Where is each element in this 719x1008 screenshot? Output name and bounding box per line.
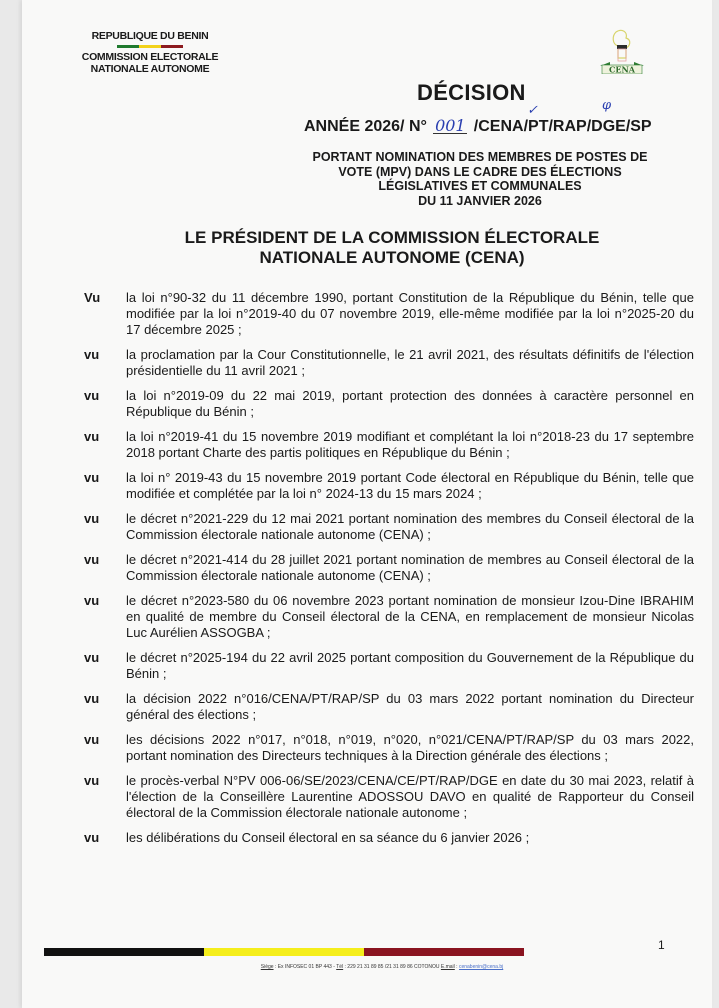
- tel-label: Tél: [336, 964, 344, 970]
- visa-text: le procès-verbal N°PV 006-06/SE/2023/CENA/CE/PT/RAP/DGE en date du 30 mai 2023, relatif à l'élection de la Conseillère Laurentine ADOSSOU DAVO en qualité de Rapporteur du Conseil électoral de la Commission électorale nationale autonome ;: [126, 773, 694, 820]
- institution-line-2: NATIONALE AUTONOME: [90, 63, 210, 75]
- subject-line: PORTANT NOMINATION DES MEMBRES DE POSTES DE: [312, 150, 648, 164]
- visa-label: vu: [84, 650, 100, 665]
- visa-item: [84, 691, 694, 723]
- document-page: [22, 0, 712, 1008]
- seat-text: : Ex INFOSEC 01 BP 443 -: [274, 964, 335, 970]
- decision-number-prefix: ANNÉE 2026/ N°: [304, 118, 427, 135]
- visa-label: vu: [84, 691, 100, 706]
- visa-item: [84, 830, 694, 846]
- cena-logo-icon: [592, 28, 652, 74]
- visa-list: [84, 290, 694, 855]
- president-line-2: NATIONALE AUTONOME (CENA): [259, 248, 525, 267]
- visa-item: [84, 429, 694, 461]
- svg-text:CENA: CENA: [609, 64, 635, 74]
- visa-item: [84, 347, 694, 379]
- seat-label: Siège: [260, 964, 274, 970]
- visa-text: la loi n°90-32 du 11 décembre 1990, portant Constitution de la République du Bénin, telle que modifiée par la loi n°2019-40 du 07 novembre 2019, elle-même modifiée par la loi n°2025-20 du 17 décembre 2025 ;: [126, 290, 694, 337]
- visa-label: vu: [84, 388, 100, 403]
- decision-subject: [280, 150, 680, 208]
- flag-green: [117, 45, 139, 48]
- visa-text: les décisions 2022 n°017, n°018, n°019, n°020, n°021/CENA/PT/RAP/SP du 03 mars 2022, portant nomination des Directeurs techniques à la Direction générale des élections ;: [126, 732, 694, 763]
- page-number: 1: [658, 938, 665, 952]
- visa-label: vu: [84, 470, 100, 485]
- visa-text: la décision 2022 n°016/CENA/PT/RAP/SP du 03 mars 2022 portant nomination du Directeur général des élections ;: [126, 691, 694, 722]
- visa-text: le décret n°2021-414 du 28 juillet 2021 portant nomination de membres au Conseil électoral de la Commission électorale nationale autonome (CENA) ;: [126, 552, 694, 583]
- tel-text: : 229 21 31 89 85 /21 31 89 86 COTONOU: [344, 964, 440, 970]
- visa-label: vu: [84, 830, 100, 845]
- visa-item: [84, 511, 694, 543]
- president-heading: [162, 228, 622, 268]
- visa-text: la loi n° 2019-43 du 15 novembre 2019 portant Code électoral en République du Bénin, telle que modifiée et complétée par la loi n° 2024-13 du 15 mars 2024 ;: [126, 470, 694, 501]
- visa-label: vu: [84, 429, 100, 444]
- institution-header: [70, 30, 230, 75]
- footer-bar-yellow: [204, 948, 364, 956]
- visa-item: [84, 593, 694, 641]
- handwritten-initial-1: ✓: [527, 103, 538, 118]
- visa-label: vu: [84, 732, 100, 747]
- visa-label: vu: [84, 511, 100, 526]
- visa-text: la proclamation par la Cour Constitutionnelle, le 21 avril 2021, des résultats définitifs de l'élection présidentielle du 11 avril 2021 ;: [126, 347, 694, 378]
- visa-label: vu: [84, 552, 100, 567]
- email-link[interactable]: cenabenin@cena.bj: [458, 964, 504, 970]
- country-name: REPUBLIQUE DU BENIN: [91, 30, 209, 42]
- footer-bar-red: [364, 948, 524, 956]
- visa-item: [84, 650, 694, 682]
- visa-item: [84, 732, 694, 764]
- president-line-1: LE PRÉSIDENT DE LA COMMISSION ÉLECTORALE: [184, 228, 600, 247]
- visa-item: [84, 773, 694, 821]
- institution-line-1: COMMISSION ELECTORALE: [81, 51, 219, 63]
- visa-item: [84, 388, 694, 420]
- visa-text: la loi n°2019-09 du 22 mai 2019, portant protection des données à caractère personnel en République du Bénin ;: [126, 388, 694, 419]
- subject-line: DU 11 JANVIER 2026: [418, 193, 542, 208]
- handwritten-initial-2: φ: [602, 98, 612, 113]
- flag-red: [161, 45, 183, 48]
- visa-text: le décret n°2023-580 du 06 novembre 2023 portant nomination de monsieur Izou-Dine IBRAHIM en qualité de membre du Conseil électoral de la CENA, en remplacement de monsieur Nicolas Luc Aurélien ASSOGBA ;: [126, 593, 694, 640]
- email-label: E.mail: [440, 964, 455, 970]
- visa-item: [84, 552, 694, 584]
- visa-item: [84, 290, 694, 338]
- decision-number-suffix: /CENA/PT/RAP/DGE/SP: [473, 118, 652, 135]
- footer-color-bar: [44, 948, 524, 956]
- visa-label: vu: [84, 347, 100, 362]
- document-title: DÉCISION: [417, 80, 526, 105]
- visa-text: le décret n°2021-229 du 12 mai 2021 portant nomination des membres du Conseil électoral de la Commission électorale nationale autonome (CENA) ;: [126, 511, 694, 542]
- decision-number: [304, 118, 652, 136]
- visa-label: vu: [84, 593, 100, 608]
- visa-label: vu: [84, 773, 100, 788]
- visa-label: Vu: [84, 290, 101, 305]
- flag-stripe: [70, 45, 230, 48]
- visa-item: [84, 470, 694, 502]
- decision-number-value: 001: [435, 116, 466, 135]
- flag-yellow: [139, 45, 161, 48]
- footer-bar-black: [44, 948, 204, 956]
- visa-text: le décret n°2025-194 du 22 avril 2025 portant composition du Gouvernement de la République du Bénin ;: [126, 650, 694, 681]
- footer-address: Siège : Ex INFOSEC 01 BP 443 - Tél : 229 21 31 89 85 /21 31 89 86 COTONOU E.mail : cenabenin@cena.bj: [260, 964, 504, 970]
- visa-text: les délibérations du Conseil électoral en sa séance du 6 janvier 2026 ;: [126, 830, 530, 845]
- visa-text: la loi n°2019-41 du 15 novembre 2019 modifiant et complétant la loi n°2018-23 du 17 septembre 2018 portant Charte des partis politiques en République du Bénin ;: [126, 429, 694, 460]
- subject-line: LÉGISLATIVES ET COMMUNALES: [378, 179, 582, 193]
- subject-line: VOTE (MPV) DANS LE CADRE DES ÉLECTIONS: [338, 164, 622, 179]
